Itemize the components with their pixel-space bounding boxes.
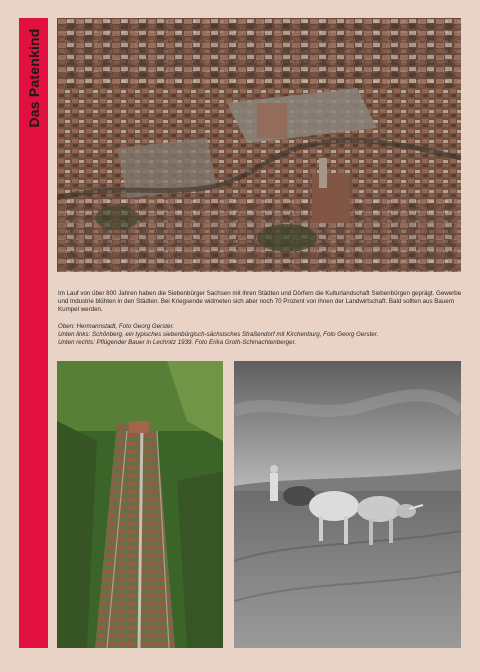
body-paragraph: Im Lauf von über 800 Jahren haben die Siebenbürger Sachsen mit ihren Städten und Dörfern die Kulturlandschaft Siebenbürgen geprägt. Gewerbe und Industrie blühten in den Städten. Bei Kriegsende widmeten sich aber noch 70 Prozent von ihnen der Landwirtschaft. Bald sollten aus Bauern Kumpel werden. (58, 290, 462, 313)
text-block (58, 290, 462, 347)
sidebar-title (19, 18, 48, 138)
caption-bottom-right: Unten rechts: Pflügender Bauer in Lechnitz 1939. Foto Erika Groth-Schmachtenberger. (58, 339, 297, 346)
sidebar-title-text: Das Patenkind (25, 28, 42, 128)
photo-captions (58, 323, 462, 347)
photo-aerial-village (57, 361, 223, 648)
photo-oxen-plowing (234, 361, 461, 648)
oxen-plowing-image (234, 361, 461, 648)
caption-bottom-left: Unten links: Schönberg, ein typisches siebenbürgisch-sächsisches Straßendorf mit Kirchenburg, Foto Georg Gerster. (58, 331, 379, 338)
aerial-village-image (57, 361, 223, 648)
aerial-town-image (57, 18, 461, 272)
sidebar-band (19, 18, 48, 648)
caption-top: Oben: Hermannstadt, Foto Georg Gerster. (58, 323, 175, 330)
photo-aerial-town (57, 18, 461, 272)
